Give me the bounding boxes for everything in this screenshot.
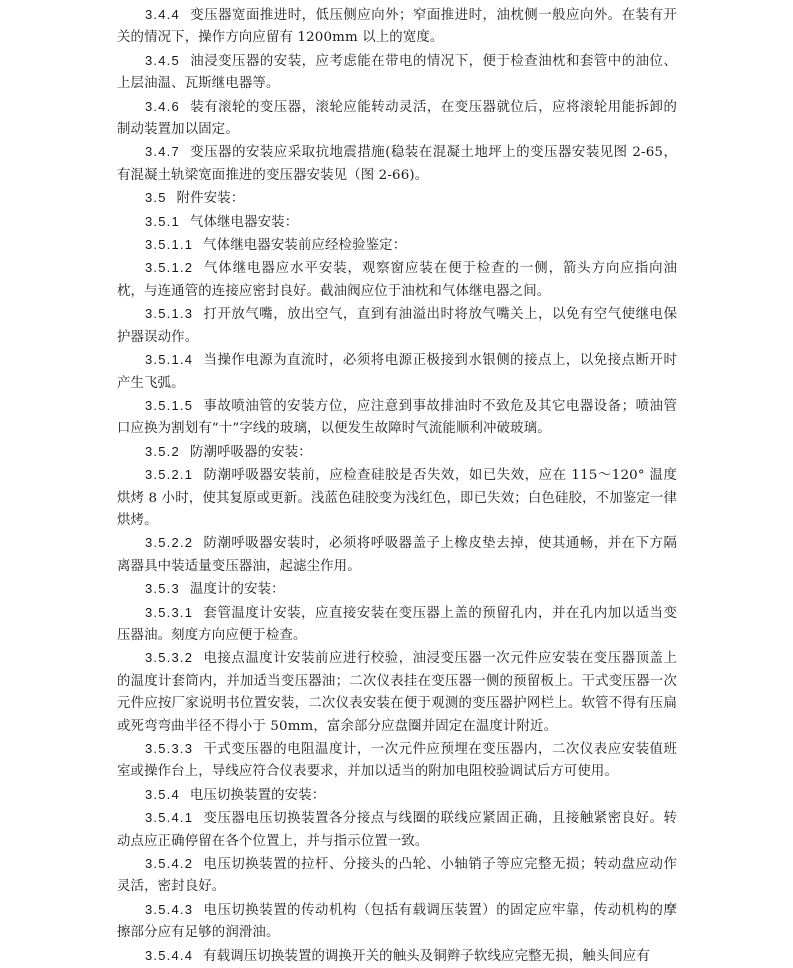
clause-number: 3.4.4 (145, 7, 180, 22)
clause-number: 3.5.3.2 (145, 650, 194, 666)
clause-paragraph (117, 303, 677, 349)
clause-number: 3.5.1.3 (145, 306, 194, 322)
clause-text: 油浸变压器的安装，应考虑能在带电的情况下，便于检查油枕和套管中的油位、上层油温、瓦斯继电器等。 (117, 53, 677, 92)
clause-number: 3.5.4 (145, 786, 180, 802)
clause-number: 3.5.1.1 (145, 237, 194, 253)
clause-text: 事故喷油管的安装方位，应注意到事故排油时不致危及其它电器设备；喷油管口应换为割划有“十”字线的玻璃，以便发生故障时气流能顺利冲破玻璃。 (117, 398, 677, 437)
clause-text: 装有滚轮的变压器，滚轮应能转动灵活，在变压器就位后，应将滚轮用能拆卸的制动装置加以固定。 (117, 99, 677, 138)
clause-text: 电压切换装置的拉杆、分接头的凸轮、小轴销子等应完整无损；转动盘应动作灵活，密封良好。 (117, 857, 677, 895)
clause-paragraph (117, 4, 677, 50)
clause-text: 变压器宽面推进时，低压侧应向外；窄面推进时，油枕侧一般应向外。在装有开关的情况下，操作方向应留有 1200mm 以上的宽度。 (117, 8, 677, 46)
clause-text: 变压器的安装应采取抗地震措施(稳装在混凝土地坪上的变压器安装见图 2-65，有混凝土轨梁宽面推进的变压器安装见（图 2-66)。 (117, 145, 677, 183)
clause-text: 套管温度计安装，应直接安装在变压器上盖的预留孔内，并在孔内加以适当变压器油。刻度方向应便于检查。 (117, 605, 677, 643)
clause-text: 电压切换装置的安装： (189, 787, 326, 803)
clause-number: 3.5.4.1 (145, 810, 194, 826)
clause-text: 防潮呼吸器的安装： (189, 444, 312, 460)
clause-text: 气体继电器应水平安装，观察窗应装在便于检查的一侧，箭头方向应指向油枕，与连通管的连接应密封良好。截油阀应位于油枕和气体继电器之间。 (117, 261, 677, 299)
clause-paragraph (117, 602, 677, 648)
clause-number: 3.5.3.3 (145, 741, 194, 756)
clause-number: 3.5.4.2 (145, 856, 194, 872)
clause-paragraph (117, 211, 677, 234)
clause-paragraph (117, 532, 677, 578)
clause-number: 3.4.5 (145, 52, 180, 68)
clause-text: 附件安装： (176, 191, 245, 207)
clause-text: 气体继电器安装： (189, 214, 299, 230)
clause-paragraph (117, 50, 677, 96)
clause-number: 3.5 (145, 190, 167, 206)
clause-text: 打开放气嘴，放出空气，直到有油溢出时将放气嘴关上，以免有空气使继电保护器误动作。 (117, 307, 677, 345)
clause-number: 3.5.1.4 (145, 352, 194, 368)
clause-paragraph (117, 647, 677, 738)
clause-paragraph (117, 464, 677, 532)
clause-text: 变压器电压切换装置各分接点与线圈的联线应紧固正确，且接触紧密良好。转动点应正确停留在各个位置上，并与指示位置一致。 (117, 811, 677, 849)
clause-paragraph (117, 578, 677, 601)
clause-number: 3.5.4.3 (145, 901, 194, 917)
clause-text: 电接点温度计安装前应进行校验，油浸变压器一次元件应安装在变压器顶盖上的温度计套筒内，并加适当变压器油；二次仪表挂在变压器一侧的预留板上。干式变压器一次元件应按厂家说明书位置安装，二次仪表安装在便于观测的变压器护网栏上。软管不得有压扁或死弯弯曲半径不得小于 50mm，富余部分应盘圈并固定在温度计附近。 (117, 651, 677, 734)
clause-number: 3.5.1.5 (145, 397, 194, 413)
clause-paragraph (117, 784, 677, 807)
clause-text: 当操作电源为直流时，必须将电源正极接到水银侧的接点上，以免接点断开时产生飞弧。 (117, 353, 677, 391)
clause-paragraph (117, 441, 677, 464)
clause-text: 干式变压器的电阻温度计，一次元件应预埋在变压器内，二次仪表应安装值班室或操作台上，导线应符合仪表要求，并加以适当的附加电阻校验调试后方可使用。 (117, 742, 677, 780)
clause-paragraph (117, 395, 677, 441)
clause-paragraph (117, 349, 677, 395)
clause-number: 3.5.2 (145, 443, 180, 459)
clause-text: 防潮呼吸器安装时，必须将呼吸器盖子上橡皮垫去掉，使其通畅，并在下方隔离器具中装适量变压器油，起滤尘作用。 (117, 536, 677, 574)
clause-number: 3.5.4.4 (145, 947, 194, 963)
clause-paragraph (117, 141, 677, 187)
clause-text: 气体继电器安装前应经检验鉴定： (203, 238, 407, 254)
clause-number: 3.5.1.2 (145, 260, 194, 276)
clause-paragraph (117, 257, 677, 303)
clause-number: 3.5.2.2 (145, 535, 194, 551)
clause-text: 有载调压切换装置的调换开关的触头及铜辫子软线应完整无损，触头间应有 (203, 948, 650, 964)
document-body (117, 4, 677, 968)
clause-paragraph (117, 945, 677, 968)
clause-number: 3.5.3 (145, 581, 180, 597)
clause-number: 3.5.1 (145, 213, 180, 229)
clause-paragraph (117, 807, 677, 853)
clause-text: 防潮呼吸器安装前，应检查硅胶是否失效，如已失效，应在 115～120° 温度烘烤 8 小时，使其复原或更新。浅蓝色硅胶变为浅红色，即已失效；白色硅胶，不加鉴定一律烘烤。 (117, 468, 677, 528)
clause-number: 3.4.7 (145, 144, 180, 160)
clause-text: 电压切换装置的传动机构（包括有载调压装置）的固定应牢靠，传动机构的摩擦部分应有足够的润滑油。 (117, 902, 677, 941)
clause-paragraph (117, 738, 677, 784)
clause-paragraph (117, 187, 677, 210)
clause-paragraph (117, 96, 677, 142)
clause-number: 3.4.6 (145, 98, 180, 114)
clause-paragraph (117, 234, 677, 257)
clause-text: 温度计的安装： (189, 582, 285, 598)
clause-number: 3.5.3.1 (145, 604, 194, 620)
clause-paragraph (117, 853, 677, 899)
clause-paragraph (117, 899, 677, 945)
clause-number: 3.5.2.1 (145, 467, 194, 483)
